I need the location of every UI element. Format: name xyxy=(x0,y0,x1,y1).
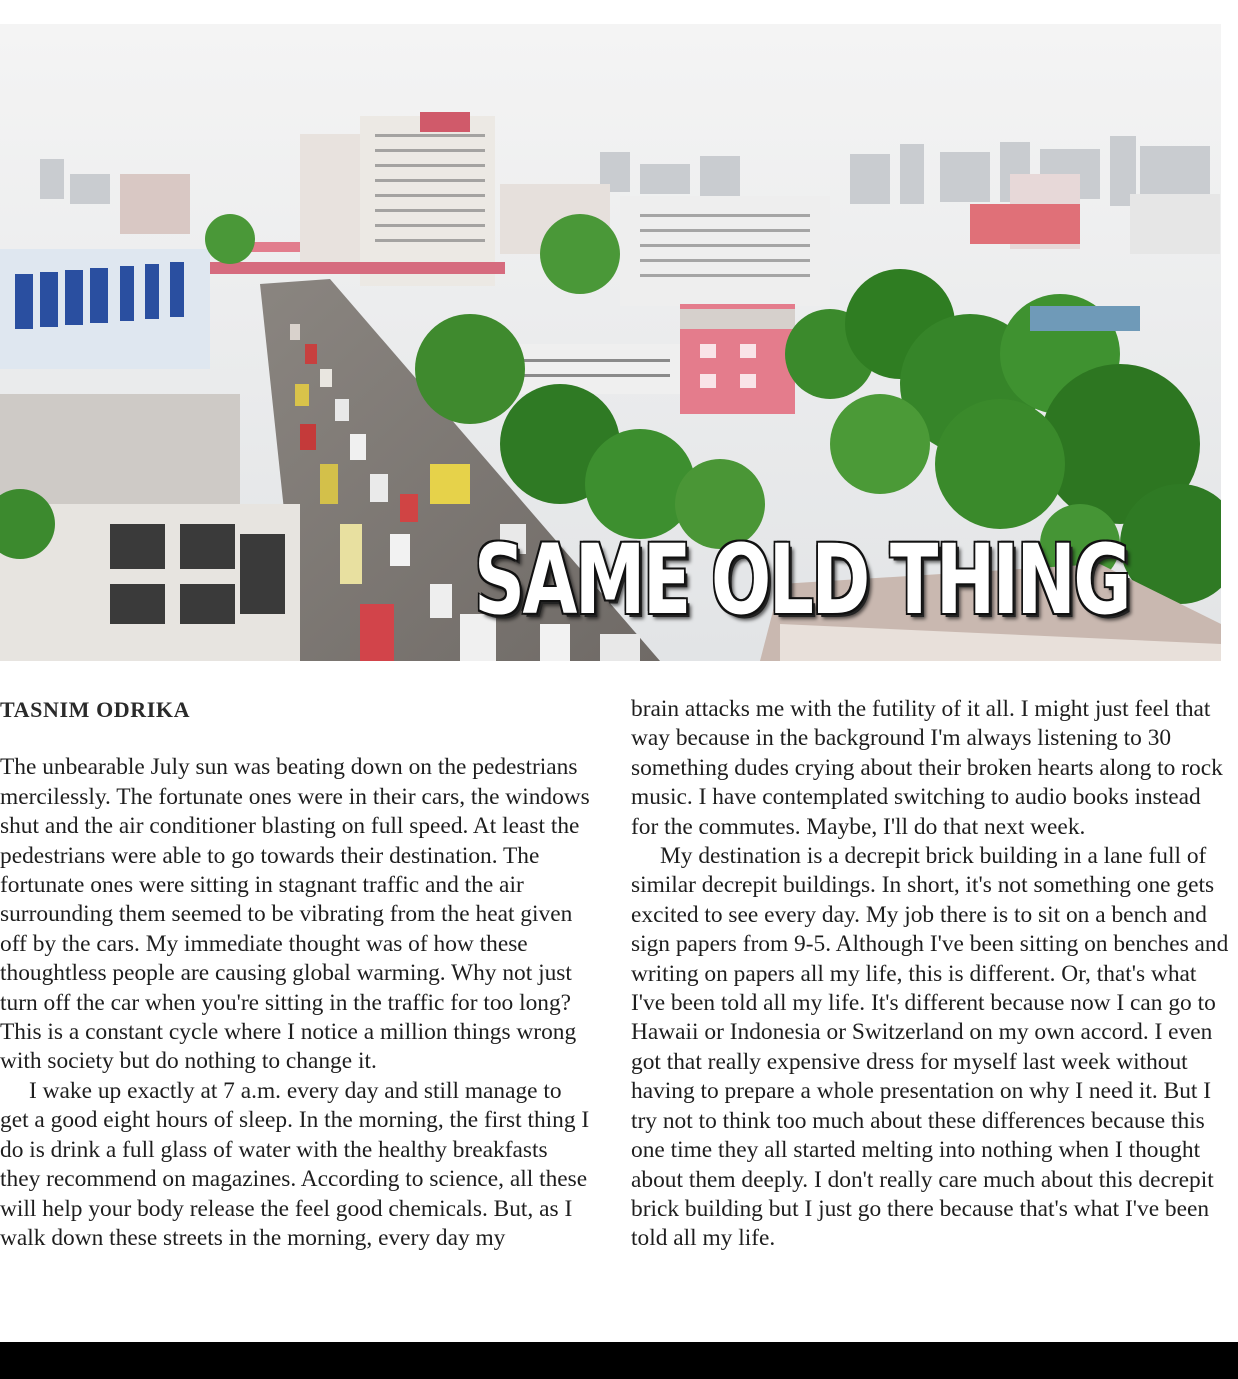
article-left-column xyxy=(0,695,590,1253)
paragraph: The unbearable July sun was beating down on the pedestrians mercilessly. The fortunate ones were in their cars, the windows shut and the air conditioner blasting on full speed. At least the pedestrians were able to go towards their destination. The fortunate ones were sitting in stagnant traffic and the air surrounding them seemed to be vibrating from the heat given off by the cars. My immediate thought was of how these thoughtless people are causing global warming. Why not just turn off the car when you're sitting in the traffic for too long? This is a constant cycle where I notice a million things wrong with society but do nothing to change it. xyxy=(0,754,590,1075)
byline: TASNIM ODRIKA xyxy=(0,697,191,722)
article-right-column xyxy=(631,695,1231,1254)
hero-photo xyxy=(0,24,1221,661)
bottom-bar xyxy=(0,1342,1238,1379)
paragraph: I wake up exactly at 7 a.m. every day and still manage to get a good eight hours of sleep. In the morning, the first thing I do is drink a full glass of water with the healthy breakfasts they recommend on magazines. According to science, all these will help your body release the feel good chemicals. But, as I walk down these streets in the morning, every day my xyxy=(0,1077,590,1251)
paragraph: My destination is a decrepit brick building in a lane full of similar decrepit buildings. In short, it's not something one gets excited to see every day. My job there is to sit on a bench and sign papers from 9-5. Although I've been sitting on benches and writing on papers all my life, this is different. Or, that's what I've been told all my life. It's different because now I can go to Hawaii or Indonesia or Switzerland on my own accord. I even got that really expensive dress for myself last week without having to prepare a whole presentation on why I need it. But I try not to think too much about these differences because this one time they all started melting into nothing when I thought about them deeply. I don't really care much about this decrepit brick building but I just go there because that's what I've been told all my life. xyxy=(631,843,1229,1252)
overpass xyxy=(205,262,505,274)
paragraph: brain attacks me with the futility of it all. I might just feel that way because in the background I'm always listening to 30 something dudes crying about their broken hearts along to rock music. I have contemplated switching to audio books instead for the commutes. Maybe, I'll do that next week. xyxy=(631,696,1223,840)
headline: SAME OLD THING xyxy=(474,524,1129,636)
